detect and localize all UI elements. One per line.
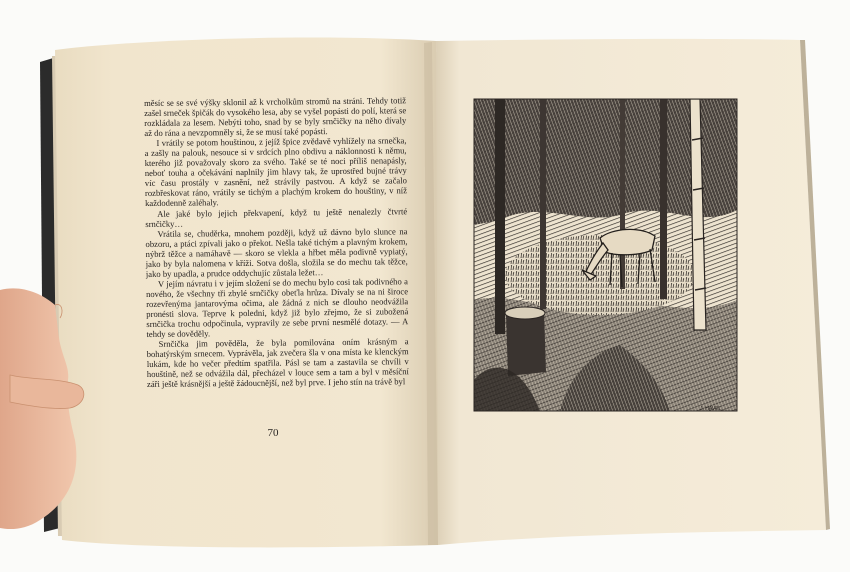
paragraph: měsíc se se své výšky sklonil až k vrcholkům stromů na stráni. Tehdy totiž zašel srneček špičák do vysokého lesa, aby se vyšel popásti do polí, která se rozkládala za lesem. Nebýti toho, snad by se byly srnčičky na něho dívaly až do rána a nevzpomněly si, že se musí také popásti. (144, 95, 407, 139)
paragraph: Vrátila se, chuděrka, mnohem později, když už dávno bylo slunce na obzoru, a ptáci zpívali jako o překot. Nešla také tichým a plavným krokem, nýbrž těžce a namáhavě — skoro se vlekla a hřbet měla podivně vypiatý, jako by byla nalomena v kříži. Sotva došla, složila se do mechu tak těžce, jako by upadla, a prudce oddychujíc zůstala ležet… (145, 225, 408, 279)
artist-signature: J. HAVEL (700, 406, 722, 412)
paragraph: Srnčička jim pověděla, že byla pomilována oním krásným a bohatýrským srnecem. Vyprávěla, jak zvečera šla v ona místa ke klenckým lukám, kde ho večer předtím spatřila. Pásl se tam a zastavila se chvíli v houštině, než se odvážila dál, přecházel v louce sem a tam a byl v měsíční záři ještě krásnější a ještě žádoucnější, než byl prve. I jeho stín na trávě byl (146, 336, 409, 390)
paragraph: Ale jaké bylo jejich překvapení, když tu ještě nenalezly čtvrté srnčičky… (145, 205, 408, 229)
paragraph: V jejím návratu i v jejím složení se do mechu bylo cosi tak podivného a nového, že všechny tři zbylé srnčičky obeťla hrůza. Dívaly se na ni široce rozevřenýma jantarovýma očima, ale žádná z nich se dlouho neodvážila pronésti slova. Teprve k poledni, když již bylo zřejmo, že si zubožená srnčička trochu odpočinula, vypravily ze sebe první nesmělé dotazy. — A tehdy se dověděly. (145, 276, 409, 340)
page-number: 70 (267, 427, 279, 439)
left-page-text (144, 95, 409, 428)
paragraph: I vrátily se potom houštinou, z jejíž špice zvědavě vyhlížely na srnečka, a zašly na palouk, nesouce si v srdcích plno obdivu a náklonnosti k němu, kterého již považovaly skoro za svého. Také se té noci příliš nenapásly, neboť touha a očekávání naplnily jim hlavy tak, že uprostřed bujné trávy víc času prostály v zasnění, než strávily pastvou. A když se začalo rozbřeskovat ráno, vrátily se tichým a plachým krokem do houštiny, v níž každodenně zaléhaly. (144, 135, 408, 209)
forest-deer-illustration (474, 99, 737, 411)
